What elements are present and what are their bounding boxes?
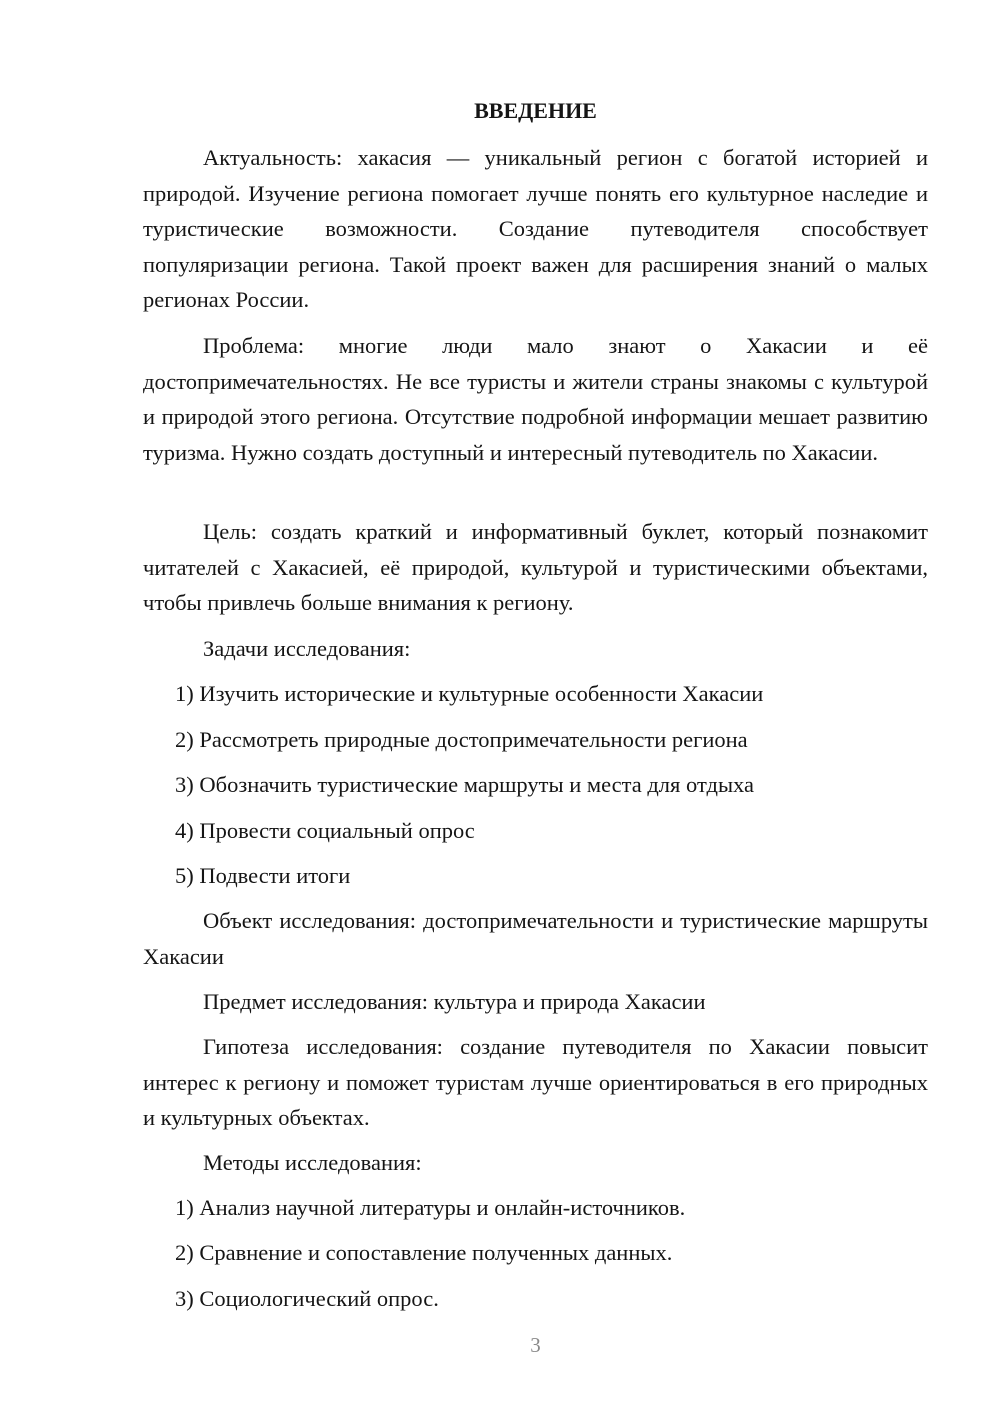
methods-heading: Методы исследования: xyxy=(203,1150,422,1175)
section-title: ВВЕДЕНИЕ xyxy=(474,98,597,123)
hypothesis-paragraph: Гипотеза исследования: создание путеводителя по Хакасии повысит интерес к региону и поможет туристам лучше ориентироваться в его природных и культурных объектах. xyxy=(143,1034,928,1130)
problem-paragraph: Проблема: многие люди мало знают о Хакасии и её достопримечательностях. Не все туристы и жители страны знакомы с культурой и природой этого региона. Отсутствие подробной информации мешает развитию туризма. Нужно создать доступный и интересный путеводитель по Хакасии. xyxy=(143,333,928,465)
page-number: 3 xyxy=(530,1333,541,1357)
goal-paragraph: Цель: создать краткий и информативный буклет, который познакомит читателей с Хакасией, её природой, культурой и туристическими объектами, чтобы привлечь больше внимания к региону. xyxy=(143,519,928,615)
task-item: 5) Подвести итоги xyxy=(175,863,351,888)
subject-paragraph: Предмет исследования: культура и природа Хакасии xyxy=(203,989,706,1014)
method-item: 2) Сравнение и сопоставление полученных данных. xyxy=(175,1240,673,1265)
task-item: 1) Изучить исторические и культурные особенности Хакасии xyxy=(175,681,764,706)
document-page xyxy=(143,0,928,1414)
task-item: 4) Провести социальный опрос xyxy=(175,818,475,843)
relevance-paragraph: Актуальность: хакасия — уникальный регион с богатой историей и природой. Изучение региона помогает лучше понять его культурное наследие и туристические возможности. Создание путеводителя способствует популяризации региона. Такой проект важен для расширения знаний о малых регионах России. xyxy=(143,145,928,312)
method-item: 1) Анализ научной литературы и онлайн-источников. xyxy=(175,1195,686,1220)
object-paragraph: Объект исследования: достопримечательности и туристические маршруты Хакасии xyxy=(143,908,928,969)
task-item: 2) Рассмотреть природные достопримечательности региона xyxy=(175,727,748,752)
method-item: 3) Социологический опрос. xyxy=(175,1286,439,1311)
tasks-heading: Задачи исследования: xyxy=(203,636,411,661)
task-item: 3) Обозначить туристические маршруты и места для отдыха xyxy=(175,772,755,797)
